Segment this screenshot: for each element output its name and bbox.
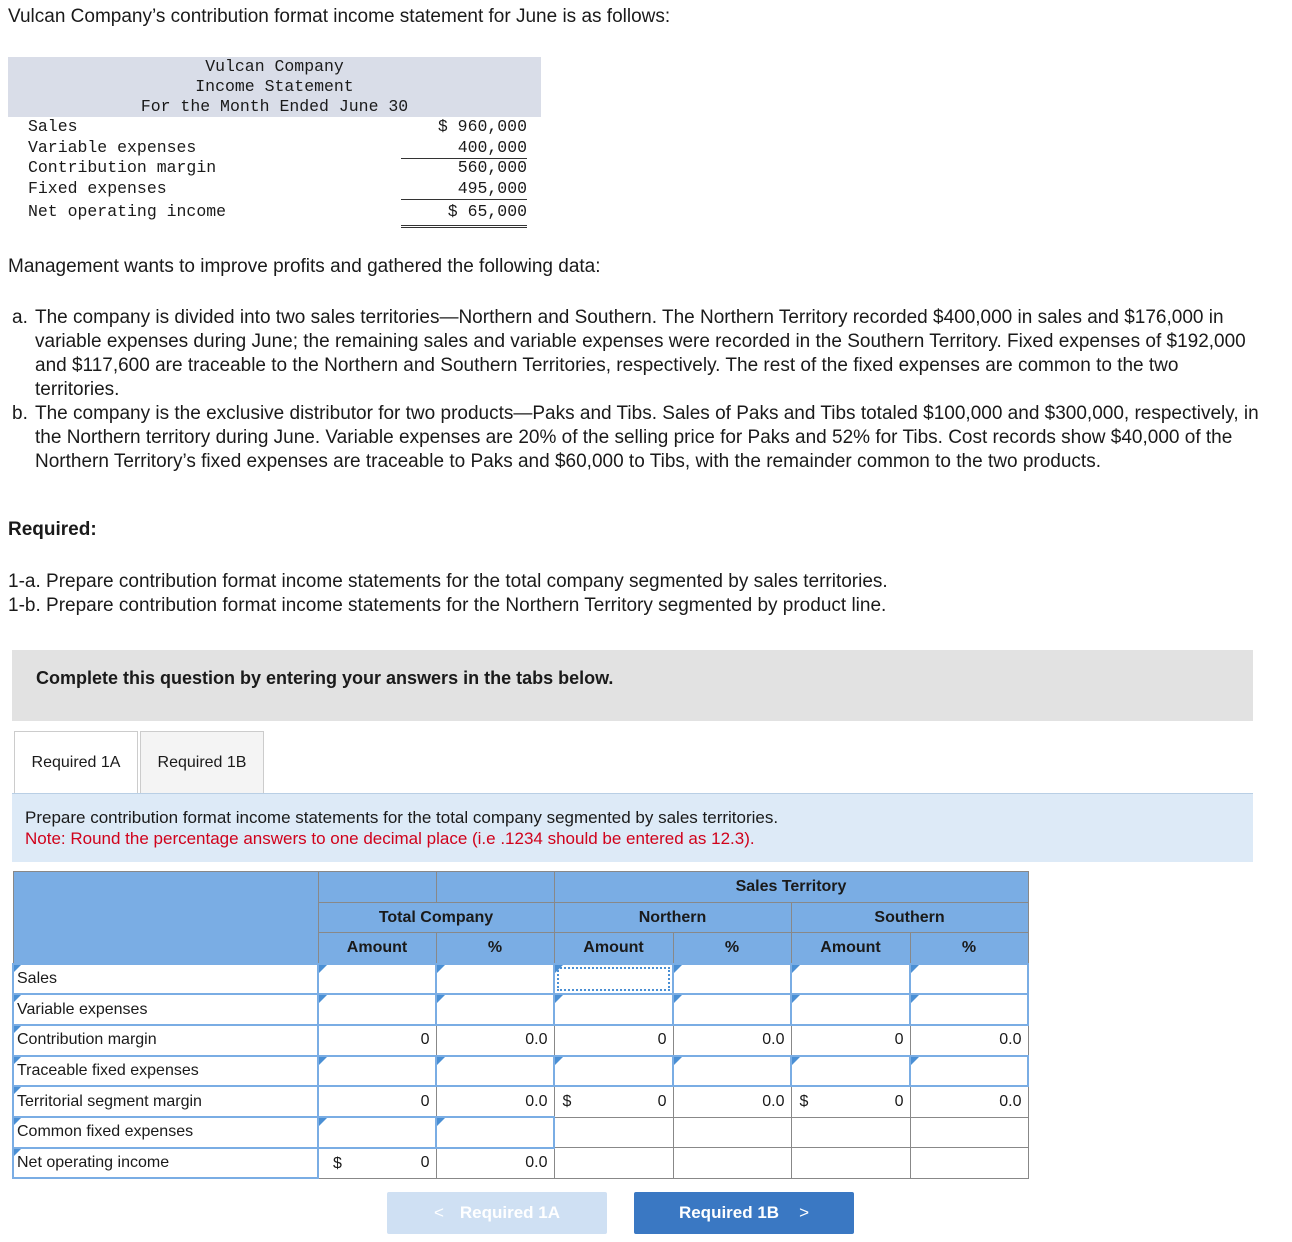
total-sales-percent-input[interactable]: [436, 964, 554, 995]
empty-cell: [791, 1148, 910, 1179]
management-text: Management wants to improve profits and gathered the following data:: [8, 256, 601, 277]
table-row: [13, 1148, 1028, 1179]
prev-button-label: Required 1A: [459, 1203, 561, 1222]
instruction-banner: [12, 650, 1253, 721]
tab-instructions: [12, 793, 1253, 862]
total-segment-percent: 0.0: [436, 1086, 554, 1117]
southern-traceable-amount-input[interactable]: [791, 1056, 910, 1087]
table-row: [13, 964, 1028, 995]
southern-segment-percent: 0.0: [910, 1086, 1028, 1117]
row-label-contribution-margin[interactable]: [13, 1025, 318, 1056]
row-label-sales[interactable]: [13, 964, 318, 995]
chevron-left-icon: <: [433, 1203, 444, 1222]
amount-value: 0: [894, 1092, 904, 1110]
currency-symbol: $: [562, 1093, 572, 1111]
next-button[interactable]: [634, 1192, 854, 1234]
table-row: [13, 1056, 1028, 1087]
total-sales-amount-input[interactable]: [318, 964, 436, 995]
row-value: 495,000: [401, 179, 527, 200]
total-variable-amount-input[interactable]: [318, 994, 436, 1025]
row-label: Net operating income: [28, 202, 227, 221]
list-item: [12, 402, 1262, 474]
header-blank-cell: [318, 872, 436, 903]
northern-segment-amount: [554, 1086, 673, 1117]
header-blank-cell: [436, 872, 554, 903]
banner-text: Complete this question by entering your answers in the tabs below.: [36, 668, 614, 688]
northern-cm-percent: 0.0: [673, 1025, 791, 1056]
header-percent: %: [910, 933, 1028, 964]
intro-text: Vulcan Company’s contribution format income statement for June is as follows:: [8, 6, 671, 27]
northern-traceable-percent-input[interactable]: [673, 1056, 791, 1087]
header-amount: Amount: [791, 933, 910, 964]
statement-row: [8, 179, 541, 200]
row-label: Contribution margin: [28, 158, 217, 177]
southern-variable-percent-input[interactable]: [910, 994, 1028, 1025]
row-label-variable-expenses[interactable]: [13, 994, 318, 1025]
empty-cell: [554, 1148, 673, 1179]
southern-cm-percent: 0.0: [910, 1025, 1028, 1056]
statement-row: [8, 158, 541, 179]
empty-cell: [791, 1117, 910, 1148]
southern-sales-percent-input[interactable]: [910, 964, 1028, 995]
next-button-label: Required 1B: [678, 1203, 780, 1222]
total-common-amount-input[interactable]: [318, 1117, 436, 1148]
row-label-text: Net operating income: [17, 1154, 170, 1172]
row-label-common-fixed[interactable]: [13, 1117, 318, 1148]
total-variable-percent-input[interactable]: [436, 994, 554, 1025]
header-northern: Northern: [554, 902, 791, 933]
row-label-text: Sales: [17, 969, 58, 987]
header-total-company: Total Company: [318, 902, 554, 933]
amount-value: 0: [657, 1092, 667, 1110]
total-cm-percent: 0.0: [436, 1025, 554, 1056]
header-amount: Amount: [554, 933, 673, 964]
northern-traceable-amount-input[interactable]: [554, 1056, 673, 1087]
empty-cell: [910, 1117, 1028, 1148]
answer-table: [12, 871, 1029, 1179]
header-southern: Southern: [791, 902, 1028, 933]
row-label-text: Traceable fixed expenses: [17, 1061, 199, 1079]
northern-cm-amount: 0: [554, 1025, 673, 1056]
northern-variable-percent-input[interactable]: [673, 994, 791, 1025]
row-label: Variable expenses: [28, 137, 197, 157]
table-row: [13, 1025, 1028, 1056]
header-amount: Amount: [318, 933, 436, 964]
required-item: 1-b. Prepare contribution format income statements for the Northern Territory segmented by product line.: [8, 595, 887, 616]
row-value: 400,000: [401, 138, 527, 159]
item-text: The company is divided into two sales territories—Northern and Southern. The Northern Territory recorded $400,000 in sales and $176,000 in variable expenses during June; the remaining sales and variable expenses were recorded in the Southern Territory. Fixed expenses of $192,000 and $117,600 are traceable to the Northern and Southern Territories, respectively. The rest of the fixed expenses are common to the two territories.: [35, 307, 1246, 400]
item-marker: b.: [12, 403, 28, 424]
row-label-text: Territorial segment margin: [17, 1092, 202, 1110]
statement-row: [8, 199, 541, 225]
rounding-note: Note: Round the percentage answers to one decimal place (i.e .1234 should be entered as 12.3).: [25, 829, 755, 848]
instruction-text: Prepare contribution format income statements for the total company segmented by sales territories.: [25, 808, 779, 827]
row-label-text: Variable expenses: [17, 1000, 148, 1018]
currency-symbol: $: [333, 1154, 342, 1172]
item-marker: a.: [12, 307, 28, 328]
table-row: [13, 1086, 1028, 1117]
list-item: [12, 306, 1262, 402]
total-traceable-amount-input[interactable]: [318, 1056, 436, 1087]
statement-period: For the Month Ended June 30: [140, 97, 409, 116]
total-common-percent-input[interactable]: [436, 1117, 554, 1148]
total-noi-percent: 0.0: [436, 1148, 554, 1179]
currency-symbol: $: [799, 1093, 809, 1111]
northern-sales-percent-input[interactable]: [673, 964, 791, 995]
header-percent: %: [436, 933, 554, 964]
northern-segment-percent: 0.0: [673, 1086, 791, 1117]
tab-required-1a[interactable]: Required 1A: [14, 731, 138, 793]
empty-cell: [554, 1117, 673, 1148]
total-noi-amount: [318, 1148, 436, 1179]
required-list: [8, 570, 888, 618]
required-heading: Required:: [8, 519, 97, 540]
data-list: [12, 306, 1262, 474]
tab-required-1b[interactable]: Required 1B: [140, 731, 264, 793]
header-blank: [13, 872, 318, 964]
southern-sales-amount-input[interactable]: [791, 964, 910, 995]
southern-traceable-percent-input[interactable]: [910, 1056, 1028, 1087]
header-percent: %: [673, 933, 791, 964]
item-text: The company is the exclusive distributor for two products—Paks and Tibs. Sales of Paks and Tibs totaled $100,000 and $300,000, respectively, in the Northern territory during June. Variable expenses are 20% of the selling price for Paks and 52% for Tibs. Cost records show $40,000 of the Northern Territory’s fixed expenses are traceable to Paks and $60,000 to Tibs, with the remainder common to the two products.: [35, 403, 1259, 472]
northern-variable-amount-input[interactable]: [554, 994, 673, 1025]
total-cm-amount: 0: [318, 1025, 436, 1056]
required-item: 1-a. Prepare contribution format income statements for the total company segmented by sales territories.: [8, 571, 888, 592]
statement-row: [8, 138, 541, 159]
statement-title: Income Statement: [195, 77, 354, 96]
table-row: [13, 994, 1028, 1025]
southern-variable-amount-input[interactable]: [791, 994, 910, 1025]
total-traceable-percent-input[interactable]: [436, 1056, 554, 1087]
row-label: Sales: [28, 117, 78, 136]
southern-segment-amount: [791, 1086, 910, 1117]
amount-value: 0: [420, 1154, 430, 1172]
northern-sales-amount-input[interactable]: [554, 964, 673, 995]
empty-cell: [673, 1148, 791, 1179]
row-label-text: Contribution margin: [17, 1031, 157, 1049]
row-value: $ 65,000: [401, 199, 527, 228]
table-row: [13, 1117, 1028, 1148]
prev-button[interactable]: [387, 1192, 607, 1234]
statement-company: Vulcan Company: [205, 57, 344, 76]
southern-cm-amount: 0: [791, 1025, 910, 1056]
row-value: 560,000: [457, 158, 527, 177]
row-label: Fixed expenses: [28, 178, 167, 198]
row-label-net-operating-income[interactable]: [13, 1148, 318, 1179]
header-sales-territory: Sales Territory: [554, 872, 1028, 903]
row-label-text: Common fixed expenses: [17, 1123, 194, 1141]
row-label-segment-margin[interactable]: [13, 1086, 318, 1117]
row-label-traceable-fixed[interactable]: [13, 1056, 318, 1087]
income-statement: [8, 57, 541, 225]
total-segment-amount: 0: [318, 1086, 436, 1117]
empty-cell: [910, 1148, 1028, 1179]
row-value: $ 960,000: [437, 117, 527, 136]
chevron-right-icon: >: [799, 1203, 810, 1222]
empty-cell: [673, 1117, 791, 1148]
statement-row: [8, 117, 541, 138]
statement-header: [8, 57, 541, 117]
